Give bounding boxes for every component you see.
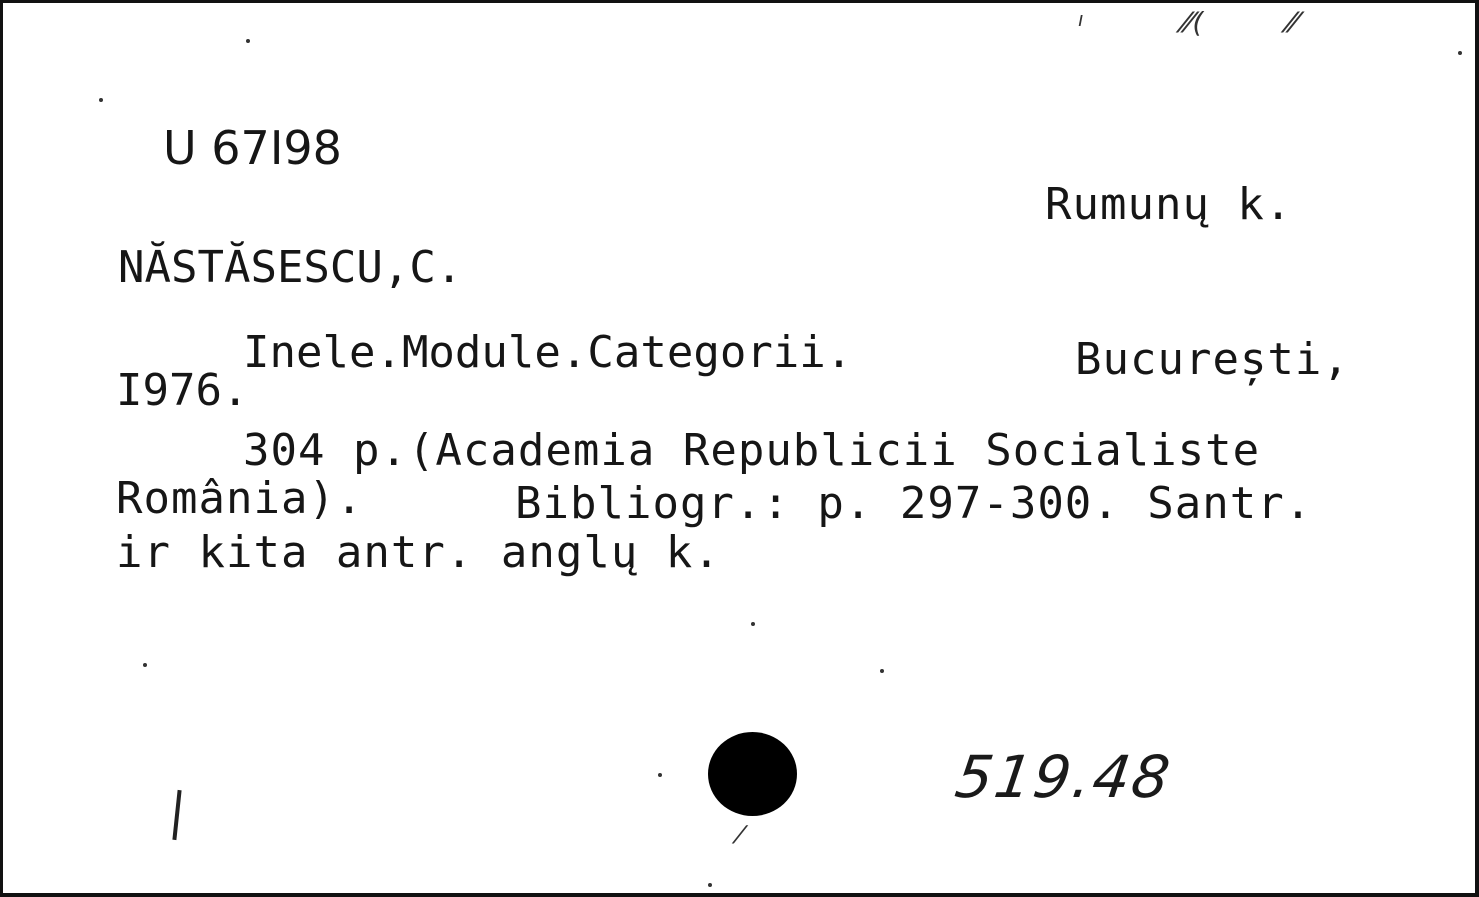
top-scribble-mark: ı: [1078, 7, 1084, 31]
speck: [99, 98, 103, 102]
speck: [143, 663, 147, 667]
collation: 304 p.(Academia Republicii Socialiste: [243, 425, 1261, 476]
publication-year: I976.: [116, 365, 249, 416]
summary-note: ir kita antr. anglų k.: [116, 527, 721, 578]
speck: [1458, 51, 1462, 55]
top-scribble-mark: ⁄⁄(: [1183, 6, 1204, 39]
series-end: România).: [116, 473, 364, 524]
speck: [708, 883, 712, 887]
bottom-scribble-mark: ⁄: [738, 821, 743, 849]
punch-hole: [708, 732, 797, 816]
publication-place: București,: [1075, 334, 1350, 385]
author-heading: NĂSTĂSESCU,C.: [118, 242, 463, 293]
language-note: Rumunų k.: [1045, 179, 1293, 230]
bibliography-note: Bibliogr.: p. 297-300. Santr.: [515, 478, 1313, 529]
speck: [880, 669, 884, 673]
speck: [246, 39, 250, 43]
classification-number: 519.48: [951, 743, 1176, 811]
call-number: U 67I98: [163, 121, 342, 175]
speck: [658, 773, 662, 777]
speck: [751, 622, 755, 626]
pencil-tick-mark: [172, 790, 181, 840]
book-title: Inele.Module.Categorii.: [243, 327, 853, 378]
top-scribble-mark: ⁄⁄: [1288, 6, 1298, 39]
